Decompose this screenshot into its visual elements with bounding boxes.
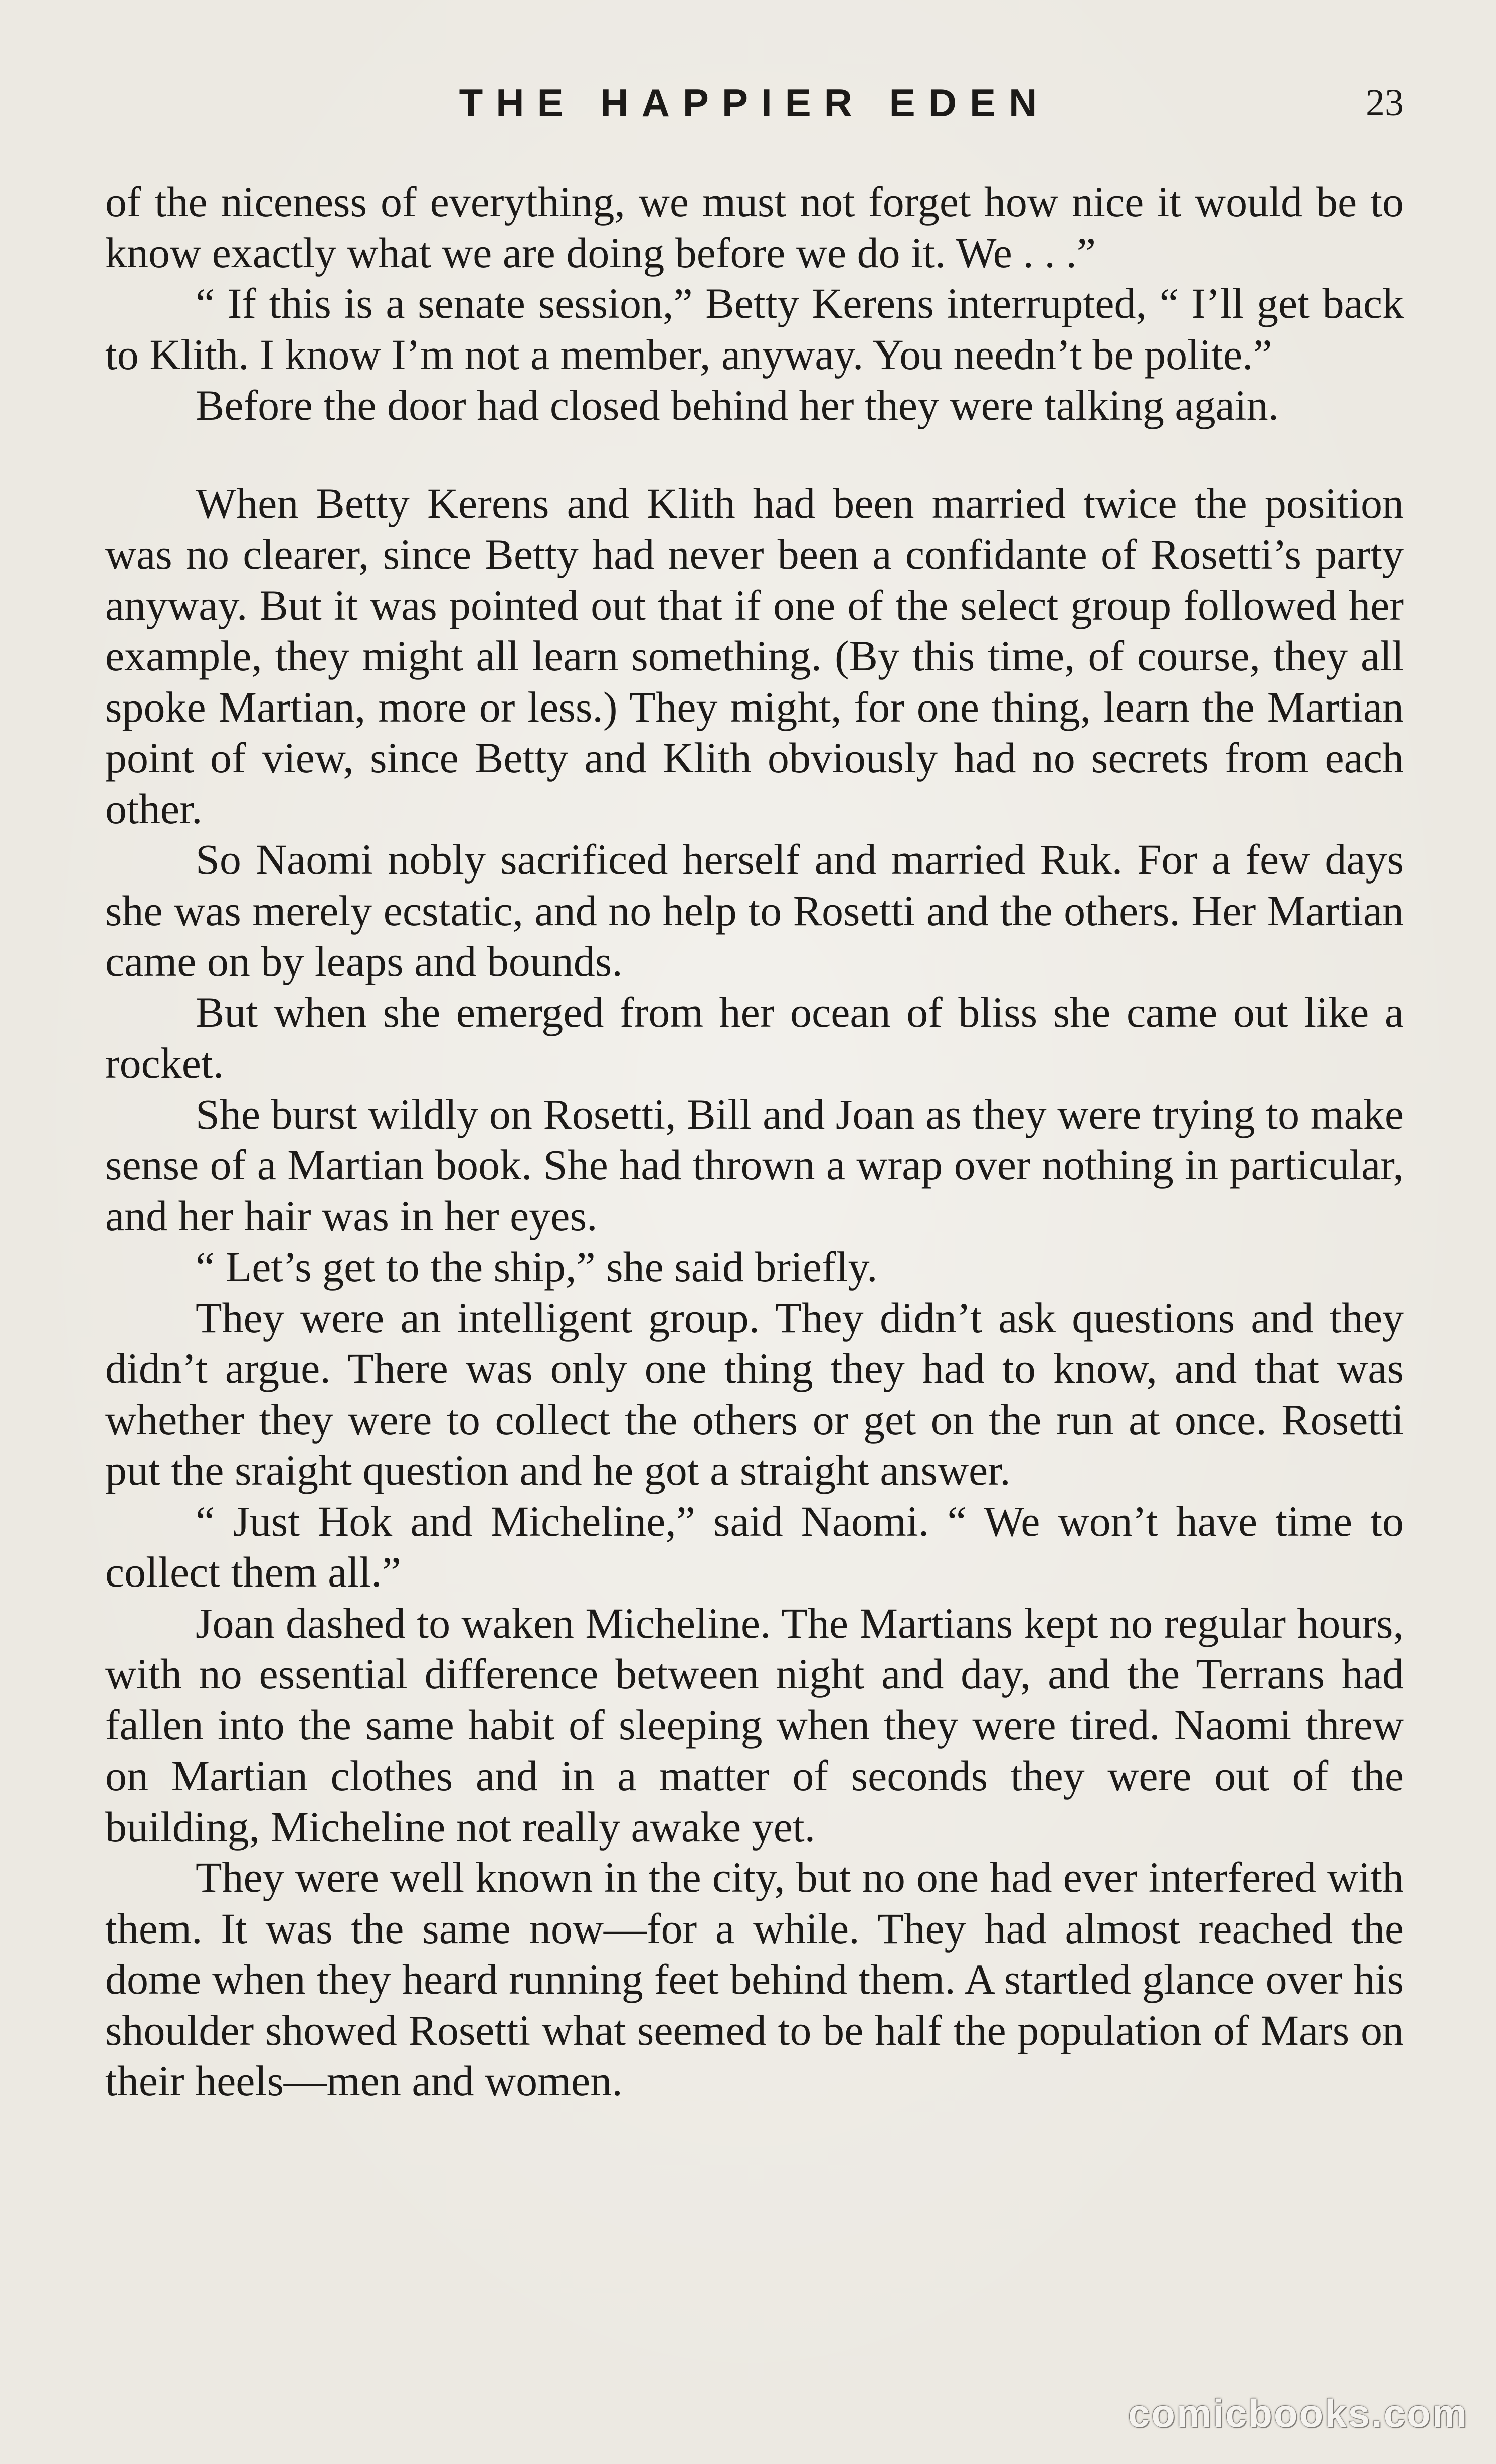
- paragraph: But when she emerged from her ocean of bliss she came out like a rocket.: [105, 988, 1404, 1087]
- paragraph: “ Just Hok and Micheline,” said Naomi. “ We won’t have time to collect them all.”: [105, 1497, 1404, 1596]
- page-header: [105, 75, 1404, 130]
- paragraph: of the niceness of everything, we must not forget how nice it would be to know exactly what we are doing before we do it. We . . .”: [105, 178, 1404, 277]
- body-text: [105, 177, 1404, 2107]
- page-number: 23: [1366, 82, 1404, 124]
- paragraph: They were an intelligent group. They didn’t ask questions and they didn’t argue. There was only one thing they had to know, and that was whether they were to collect the others or get on the run at once. Rosetti put the sraight question and he got a straight answer.: [105, 1293, 1404, 1494]
- watermark-logo: comicbooks.com: [1128, 2391, 1468, 2435]
- paragraph: They were well known in the city, but no one had ever interfered with them. It was the same now—for a while. They had almost reached the dome when they heard running feet behind them. A startled glance over his shoulder showed Rosetti what seemed to be half the population of Mars on their heels—men and women.: [105, 1853, 1404, 2105]
- paragraph: She burst wildly on Rosetti, Bill and Joan as they were trying to make sense of a Martian book. She had thrown a wrap over nothing in particular, and her hair was in her eyes.: [105, 1090, 1404, 1240]
- paragraph: When Betty Kerens and Klith had been married twice the position was no clearer, since Betty had never been a confidante of Rosetti’s party anyway. But it was pointed out that if one of the select group followed her example, they might all learn something. (By this time, of course, they all spoke Martian, more or less.) They might, for one thing, learn the Martian point of view, since Betty and Klith obviously had no secrets from each other.: [105, 479, 1404, 833]
- running-title: THE HAPPIER EDEN: [459, 81, 1050, 125]
- paragraph: So Naomi nobly sacrificed herself and married Ruk. For a few days she was merely ecstatic, and no help to Rosetti and the others. Her Martian came on by leaps and bounds.: [105, 835, 1404, 985]
- paragraph: Joan dashed to waken Micheline. The Martians kept no regular hours, with no essential difference between night and day, and the Terrans had fallen into the same habit of sleeping when they were tired. Naomi threw on Martian clothes and in a matter of seconds they were out of the building, Micheline not really awake yet.: [105, 1599, 1404, 1851]
- paragraph: Before the door had closed behind her they were talking again.: [196, 381, 1279, 429]
- paragraph: “ Let’s get to the ship,” she said briefly.: [196, 1243, 878, 1291]
- paragraph: “ If this is a senate session,” Betty Kerens interrupted, “ I’ll get back to Klith. I know I’m not a member, anyway. You needn’t be polite.”: [105, 279, 1404, 379]
